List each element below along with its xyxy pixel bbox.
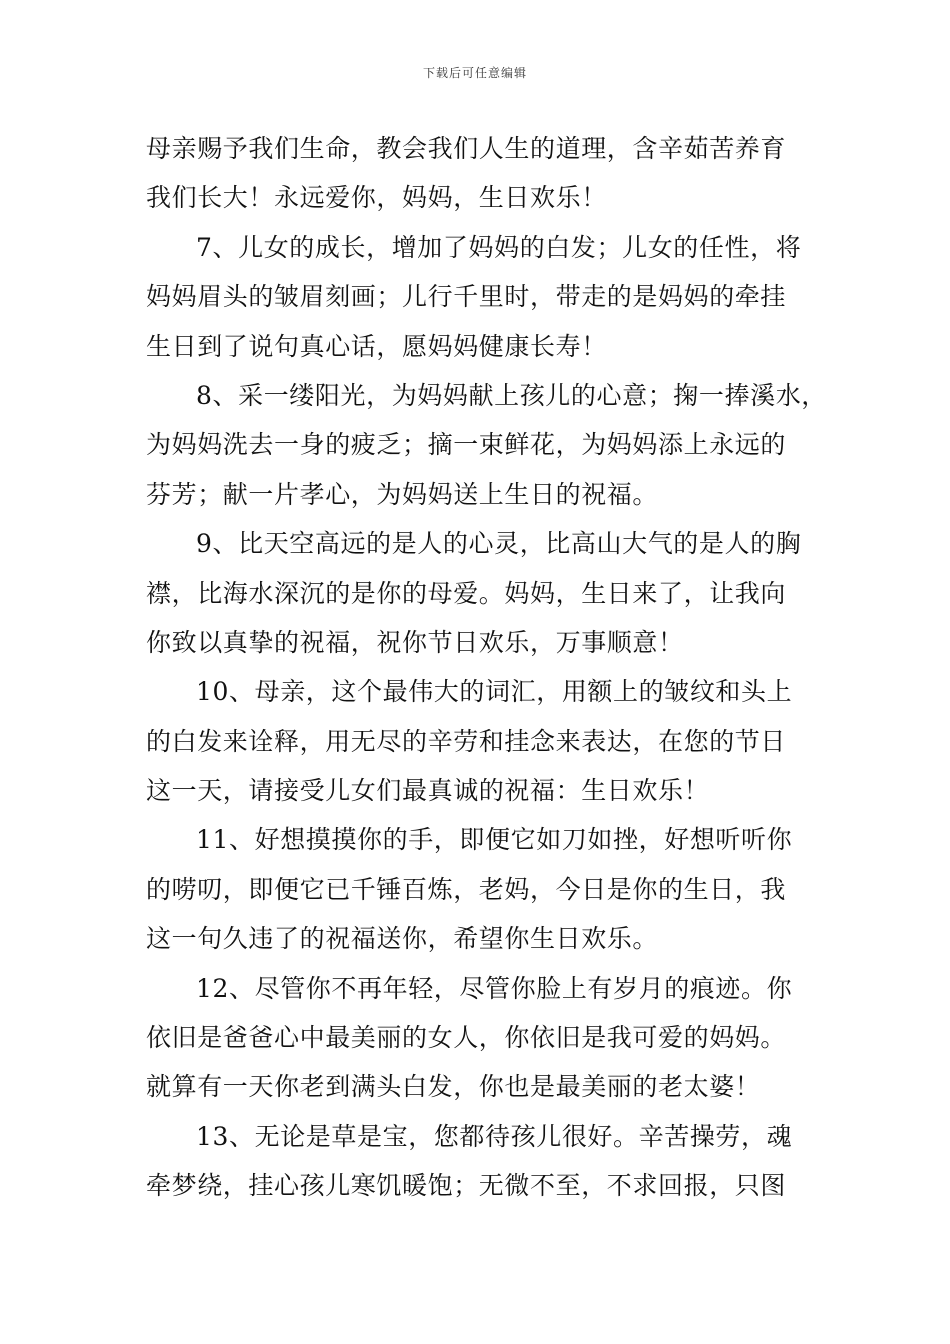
- paragraph-line: 芬芳；献一片孝心，为妈妈送上生日的祝福。: [146, 479, 659, 509]
- paragraph-first-line: 10、母亲，这个最伟大的词汇，用额上的皱纹和头上: [196, 677, 793, 707]
- page-header-caption: 下载后可任意编辑: [422, 66, 527, 80]
- paragraph-first-line: 8、采一缕阳光，为妈妈献上孩儿的心意；掬一捧溪水，: [196, 380, 827, 410]
- paragraph-line: 就算有一天你老到满头白发，你也是最美丽的老太婆！: [146, 1072, 761, 1102]
- paragraph-line: 依旧是爸爸心中最美丽的女人，你依旧是我可爱的妈妈。: [146, 1023, 787, 1053]
- paragraph-first-line: 12、尽管你不再年轻，尽管你脸上有岁月的痕迹。你: [196, 973, 793, 1003]
- paragraph-line: 为妈妈洗去一身的疲乏；摘一束鲜花，为妈妈添上永远的: [146, 430, 787, 460]
- paragraph-line: 你致以真挚的祝福，祝你节日欢乐，万事顺意！: [146, 627, 684, 657]
- paragraph-line: 牵梦绕，挂心孩儿寒饥暖饱；无微不至，不求回报，只图: [146, 1171, 787, 1201]
- paragraph-line: 襟，比海水深沉的是你的母爱。妈妈，生日来了，让我向: [146, 578, 787, 608]
- paragraph-first-line: 9、比天空高远的是人的心灵，比高山大气的是人的胸: [196, 529, 802, 559]
- paragraph-line: 这一句久违了的祝福送你，希望你生日欢乐。: [146, 924, 659, 954]
- paragraph-line: 我们长大！永远爱你，妈妈，生日欢乐！: [146, 183, 607, 213]
- paragraph-line: 的白发来诠释，用无尽的辛劳和挂念来表达，在您的节日: [146, 726, 787, 756]
- paragraph-line: 的唠叨，即便它已千锤百炼，老妈，今日是你的生日，我: [146, 874, 787, 904]
- paragraph-line: 母亲赐予我们生命，教会我们人生的道理，含辛茹苦养育: [146, 134, 787, 163]
- paragraph-line: 妈妈眉头的皱眉刻画；儿行千里时，带走的是妈妈的牵挂: [146, 282, 787, 312]
- document-body: [146, 124, 827, 1211]
- paragraph-first-line: 7、儿女的成长，增加了妈妈的白发；儿女的任性，将: [196, 232, 802, 262]
- paragraph-line: 生日到了说句真心话，愿妈妈健康长寿！: [146, 331, 607, 361]
- paragraph-first-line: 13、无论是草是宝，您都待孩儿很好。辛苦操劳，魂: [196, 1121, 793, 1151]
- paragraph-line: 这一天，请接受儿女们最真诚的祝福：生日欢乐！: [146, 776, 710, 806]
- paragraph-first-line: 11、好想摸摸你的手，即便它如刀如挫，好想听听你: [196, 825, 793, 855]
